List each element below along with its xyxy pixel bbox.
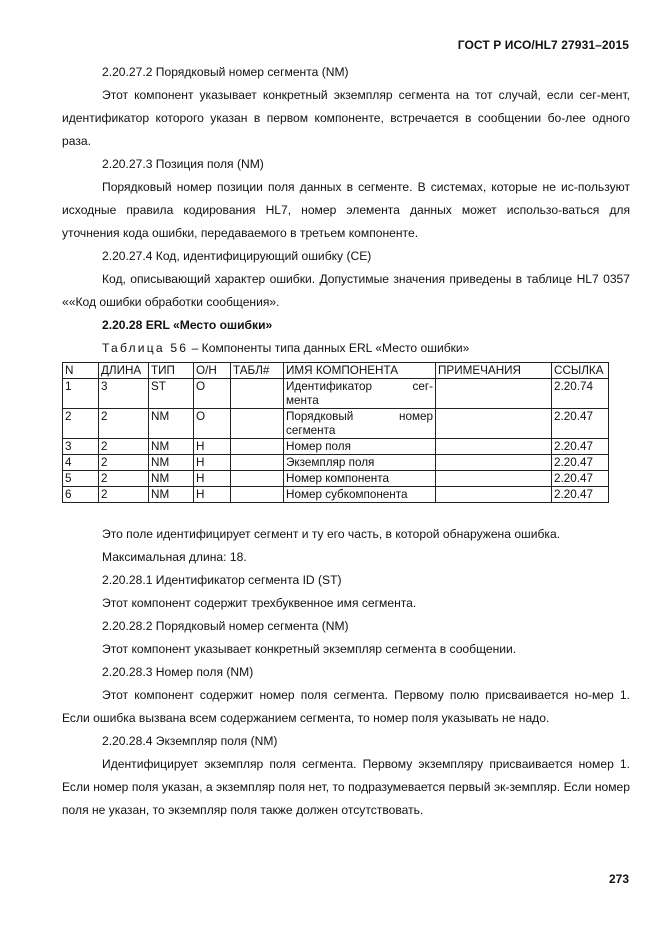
column-header: ПРИМЕЧАНИЯ (436, 363, 552, 379)
table-row (63, 439, 609, 455)
table-row (63, 487, 609, 503)
cell-ref: 2.20.47 (552, 455, 609, 471)
table-row (63, 471, 609, 487)
paragraph: Код, описывающий характер ошибки. Допустимые значения приведены в таблице HL7 0357 ««Код ошибки обработки сообщения». (62, 272, 630, 309)
column-header: N (63, 363, 99, 379)
cell-length: 2 (99, 487, 149, 503)
page-header: ГОСТ Р ИСО/HL7 27931–2015 (457, 38, 629, 52)
cell-type: NM (149, 487, 194, 503)
cell-name-line1: Порядковый номер (286, 410, 433, 423)
cell-name (284, 487, 436, 503)
table-header-row (63, 363, 609, 379)
cell-type: ST (149, 379, 194, 409)
cell-table (231, 471, 284, 487)
paragraph: Идентифицирует экземпляр поля сегмента. Первому экземпляру присваивается номер 1. Если номер поля указан, а экземпляр поля нет, то подразумевается первый эк-земпляр. Если номер поля не указан, то экземпляр поля также должен отсутствовать. (62, 757, 630, 817)
table-caption-label: Таблица 56 (102, 341, 189, 355)
cell-ref: 2.20.47 (552, 409, 609, 439)
cell-ref: 2.20.47 (552, 487, 609, 503)
subsection-heading: 2.20.27.4 Код, идентифицирующий ошибку (CE) (102, 249, 372, 263)
components-table (62, 362, 609, 503)
cell-length: 2 (99, 455, 149, 471)
column-header: ТИП (149, 363, 194, 379)
page-number: 273 (608, 872, 629, 886)
cell-opt: О (194, 379, 231, 409)
subsection-heading: 2.20.27.3 Позиция поля (NM) (102, 157, 264, 171)
column-header: ТАБЛ# (231, 363, 284, 379)
cell-opt: Н (194, 471, 231, 487)
cell-name-line1: Экземпляр поля (286, 456, 375, 469)
cell-type: NM (149, 471, 194, 487)
cell-length: 2 (99, 439, 149, 455)
paragraph: Порядковый номер позиции поля данных в сегменте. В системах, которые не ис-пользуют исходные правила кодирования HL7, номер элемента данных может использо-ваться для уточнения кода ошибки, передаваемого в третьем компоненте. (62, 180, 630, 240)
column-header: ДЛИНА (99, 363, 149, 379)
cell-type: NM (149, 455, 194, 471)
table-caption-text: – Компоненты типа данных ERL «Место ошибки» (188, 341, 470, 355)
cell-notes (436, 439, 552, 455)
column-header: ССЫЛКА (552, 363, 609, 379)
cell-opt: Н (194, 439, 231, 455)
cell-length: 3 (99, 379, 149, 409)
cell-n: 5 (63, 471, 99, 487)
cell-n: 4 (63, 455, 99, 471)
paragraph: Этот компонент указывает конкретный экземпляр сегмента на тот случай, если сег-мент, идентификатор которого указан в первом компоненте, встречается в сообщении бо-лее одного раза. (62, 88, 630, 148)
cell-name (284, 409, 436, 439)
cell-ref: 2.20.47 (552, 439, 609, 455)
cell-name-line2: мента (286, 394, 319, 407)
table-row (63, 455, 609, 471)
cell-notes (436, 379, 552, 409)
cell-type: NM (149, 409, 194, 439)
section-heading: 2.20.28 ERL «Место ошибки» (102, 318, 273, 332)
paragraph: Этот компонент содержит номер поля сегмента. Первому полю присваивается но-мер 1. Если ошибка вызвана всем содержанием сегмента, то номер поля указывать не надо. (62, 688, 630, 725)
cell-name (284, 471, 436, 487)
paragraph: Этот компонент указывает конкретный экземпляр сегмента в сообщении. (102, 642, 517, 656)
paragraph: Это поле идентифицирует сегмент и ту его часть, в которой обнаружена ошибка. (102, 527, 561, 541)
cell-n: 3 (63, 439, 99, 455)
cell-ref: 2.20.74 (552, 379, 609, 409)
cell-name (284, 455, 436, 471)
subsection-heading: 2.20.28.2 Порядковый номер сегмента (NM) (102, 619, 349, 633)
cell-length: 2 (99, 471, 149, 487)
table-row (63, 379, 609, 409)
column-header: О/Н (194, 363, 231, 379)
cell-n: 2 (63, 409, 99, 439)
cell-table (231, 487, 284, 503)
cell-opt: Н (194, 487, 231, 503)
cell-table (231, 439, 284, 455)
column-header: ИМЯ КОМПОНЕНТА (284, 363, 436, 379)
cell-name (284, 439, 436, 455)
subsection-heading: 2.20.28.1 Идентификатор сегмента ID (ST) (102, 573, 342, 587)
cell-n: 1 (63, 379, 99, 409)
cell-notes (436, 455, 552, 471)
cell-name-line1: Номер компонента (286, 472, 389, 485)
cell-name (284, 379, 436, 409)
cell-name-line1: Номер субкомпонента (286, 488, 408, 501)
paragraph: Этот компонент содержит трехбуквенное имя сегмента. (102, 596, 417, 610)
subsection-heading: 2.20.28.3 Номер поля (NM) (102, 665, 254, 679)
subsection-heading: 2.20.27.2 Порядковый номер сегмента (NM) (102, 65, 349, 79)
cell-table (231, 409, 284, 439)
table-row (63, 409, 609, 439)
cell-notes (436, 487, 552, 503)
cell-table (231, 379, 284, 409)
cell-length: 2 (99, 409, 149, 439)
cell-opt: Н (194, 455, 231, 471)
cell-name-line1: Идентификатор сег- (286, 380, 433, 393)
cell-type: NM (149, 439, 194, 455)
paragraph: Максимальная длина: 18. (102, 550, 247, 564)
cell-notes (436, 471, 552, 487)
cell-name-line1: Номер поля (286, 440, 351, 453)
cell-notes (436, 409, 552, 439)
subsection-heading: 2.20.28.4 Экземпляр поля (NM) (102, 734, 278, 748)
cell-n: 6 (63, 487, 99, 503)
cell-table (231, 455, 284, 471)
table-caption (62, 337, 630, 360)
cell-ref: 2.20.47 (552, 471, 609, 487)
page-content (62, 61, 630, 822)
cell-opt: О (194, 409, 231, 439)
cell-name-line2: сегмента (286, 424, 336, 437)
